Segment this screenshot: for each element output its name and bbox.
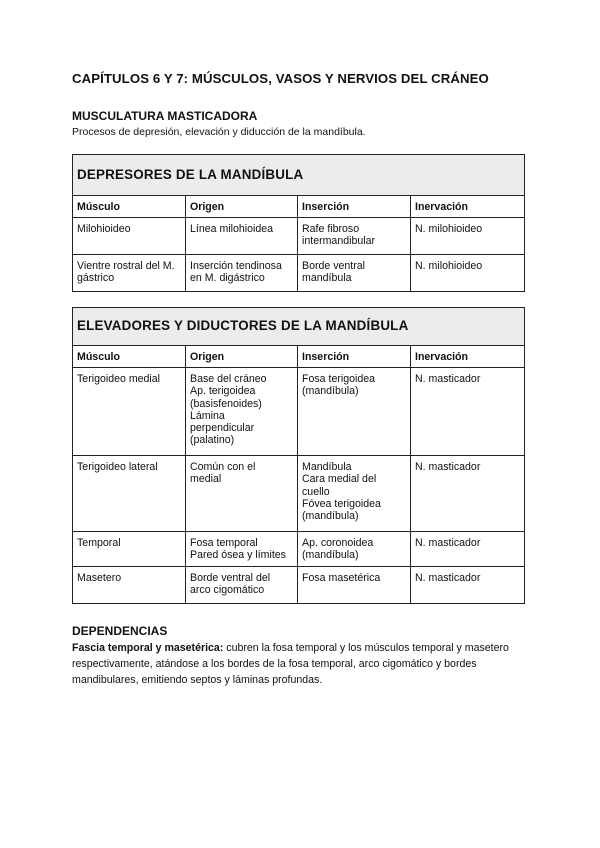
- dependencias-term: Fascia temporal y masetérica:: [72, 642, 224, 654]
- table-caption: DEPRESORES DE LA MANDÍBULA: [73, 155, 525, 196]
- table-cell: Fosa masetérica: [298, 567, 411, 604]
- dependencias-paragraph: [72, 640, 524, 688]
- dependencias-text: cubren la fosa temporal y los músculos temporal y masetero respectivamente, atándose a los bordes de la fosa temporal, arco cigomático y bordes mandibulares, emitiendo septos y láminas profundas.: [72, 642, 509, 686]
- column-header: Músculo: [73, 346, 186, 368]
- table-cell: N. milohioideo: [411, 255, 525, 292]
- table-cell: Masetero: [73, 567, 186, 604]
- table-row: [73, 368, 525, 456]
- column-header: Origen: [186, 346, 298, 368]
- section-description: Procesos de depresión, elevación y diducción de la mandíbula.: [72, 126, 366, 138]
- table-row: [73, 255, 525, 292]
- table-cell: Común con el medial: [186, 456, 298, 532]
- table-cell: Borde ventral mandíbula: [298, 255, 411, 292]
- table-depresores: [72, 154, 525, 292]
- table-cell: N. masticador: [411, 456, 525, 532]
- table-row: [73, 456, 525, 532]
- section-heading-dependencias: DEPENDENCIAS: [72, 624, 168, 638]
- table-cell: Vientre rostral del M. gástrico: [73, 255, 186, 292]
- table-cell: Terigoideo lateral: [73, 456, 186, 532]
- table-cell: N. masticador: [411, 368, 525, 456]
- table-cell: Fosa terigoidea (mandíbula): [298, 368, 411, 456]
- table-cell: Ap. coronoidea (mandíbula): [298, 532, 411, 567]
- table-cell: Mandíbula Cara medial del cuello Fóvea terigoidea (mandíbula): [298, 456, 411, 532]
- table-cell: Rafe fibroso intermandibular: [298, 218, 411, 255]
- table-cell: Borde ventral del arco cigomático: [186, 567, 298, 604]
- table-row: [73, 532, 525, 567]
- column-header: Inervación: [411, 346, 525, 368]
- table-elevadores: [72, 307, 525, 604]
- page-title: CAPÍTULOS 6 Y 7: MÚSCULOS, VASOS Y NERVIOS DEL CRÁNEO: [72, 71, 489, 86]
- table-cell: N. masticador: [411, 532, 525, 567]
- table-cell: Temporal: [73, 532, 186, 567]
- table-caption: ELEVADORES Y DIDUCTORES DE LA MANDÍBULA: [73, 308, 525, 346]
- table-cell: Línea milohioidea: [186, 218, 298, 255]
- table-cell: N. masticador: [411, 567, 525, 604]
- column-header: Inserción: [298, 346, 411, 368]
- table-row: [73, 218, 525, 255]
- table-row: [73, 567, 525, 604]
- table-cell: Milohioideo: [73, 218, 186, 255]
- table-cell: Terigoideo medial: [73, 368, 186, 456]
- column-header: Inserción: [298, 196, 411, 218]
- section-heading-masticadora: MUSCULATURA MASTICADORA: [72, 109, 258, 123]
- table-cell: Inserción tendinosa en M. digástrico: [186, 255, 298, 292]
- table-cell: N. milohioideo: [411, 218, 525, 255]
- column-header: Inervación: [411, 196, 525, 218]
- table-cell: Base del cráneo Ap. terigoidea (basisfenoides) Lámina perpendicular (palatino): [186, 368, 298, 456]
- column-header: Origen: [186, 196, 298, 218]
- table-cell: Fosa temporal Pared ósea y límites: [186, 532, 298, 567]
- column-header: Músculo: [73, 196, 186, 218]
